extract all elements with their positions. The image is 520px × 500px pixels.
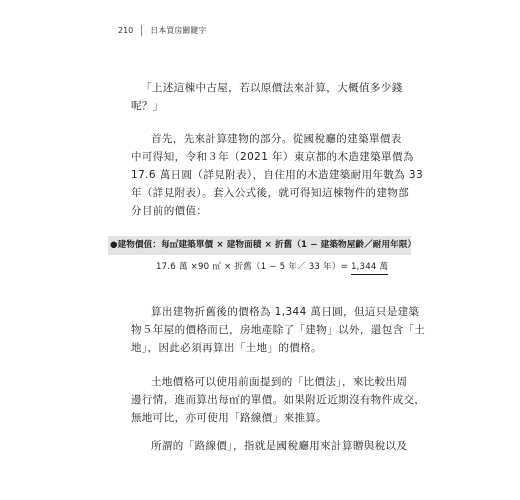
paragraph-line: 物５年屋的價格而已，房地產除了「建物」以外，還包含「土 (131, 324, 426, 336)
paragraph-2 (131, 130, 424, 220)
paragraph-line: 土地價格可以使用前面提到的「比價法」，來比較出周 (151, 376, 408, 388)
page-number: 210 (118, 26, 134, 35)
paragraph-4 (131, 373, 426, 427)
paragraph-line: 無地可比，亦可使用「路線價」來推算。 (131, 412, 328, 424)
paragraph-3 (131, 303, 426, 357)
paragraph-line: 地」，因此必須再算出「土地」的價格。 (131, 342, 322, 354)
paragraph-1 (131, 79, 403, 115)
paragraph-line: 邊行情，進而算出每㎡的單價。如果附近近期沒有物件成交， (131, 394, 426, 406)
book-title: 日本買房關鍵字 (150, 26, 207, 35)
formula-calculation (156, 261, 388, 275)
formula-bar: ●建物價值：每㎡建築單價 × 建物面積 × 折舊（1 − 建築物屋齡／耐用年限） (108, 236, 411, 255)
paragraph-line: 算出建物折舊後的價格為 1,344 萬日圓，但這只是建築 (151, 306, 420, 318)
paragraph-line: 分目前的價值： (131, 205, 208, 217)
paragraph-line: 呢？」 (131, 100, 164, 112)
paragraph-line: 所謂的「路線價」，指就是國稅廳用來計算贈與稅以及 (151, 440, 408, 452)
paragraph-line: 首先，先來計算建物的部分。從國稅廳的建築單價表 (151, 133, 402, 145)
paragraph-5 (131, 437, 408, 455)
paragraph-line: 中可得知，令和３年（2021 年）東京都的木造建築單價為 (131, 151, 414, 163)
header-divider (141, 25, 142, 36)
paragraph-line: 17.6 萬日圓（詳見附表），自住用的木造建築耐用年數為 33 (131, 169, 424, 181)
formula-calc-result: 1,344 萬 (351, 261, 388, 275)
paragraph-line: 「上述這棟中古屋，若以原價法來計算，大概值多少錢 (141, 82, 403, 94)
formula-calc-expression: 17.6 萬 ×90 ㎡ × 折舊（1 − 5 年／ 33 年）= (156, 262, 351, 272)
running-header (118, 25, 206, 36)
paragraph-line: 年（詳見附表）。套入公式後，就可得知這棟物件的建物部 (131, 187, 410, 199)
